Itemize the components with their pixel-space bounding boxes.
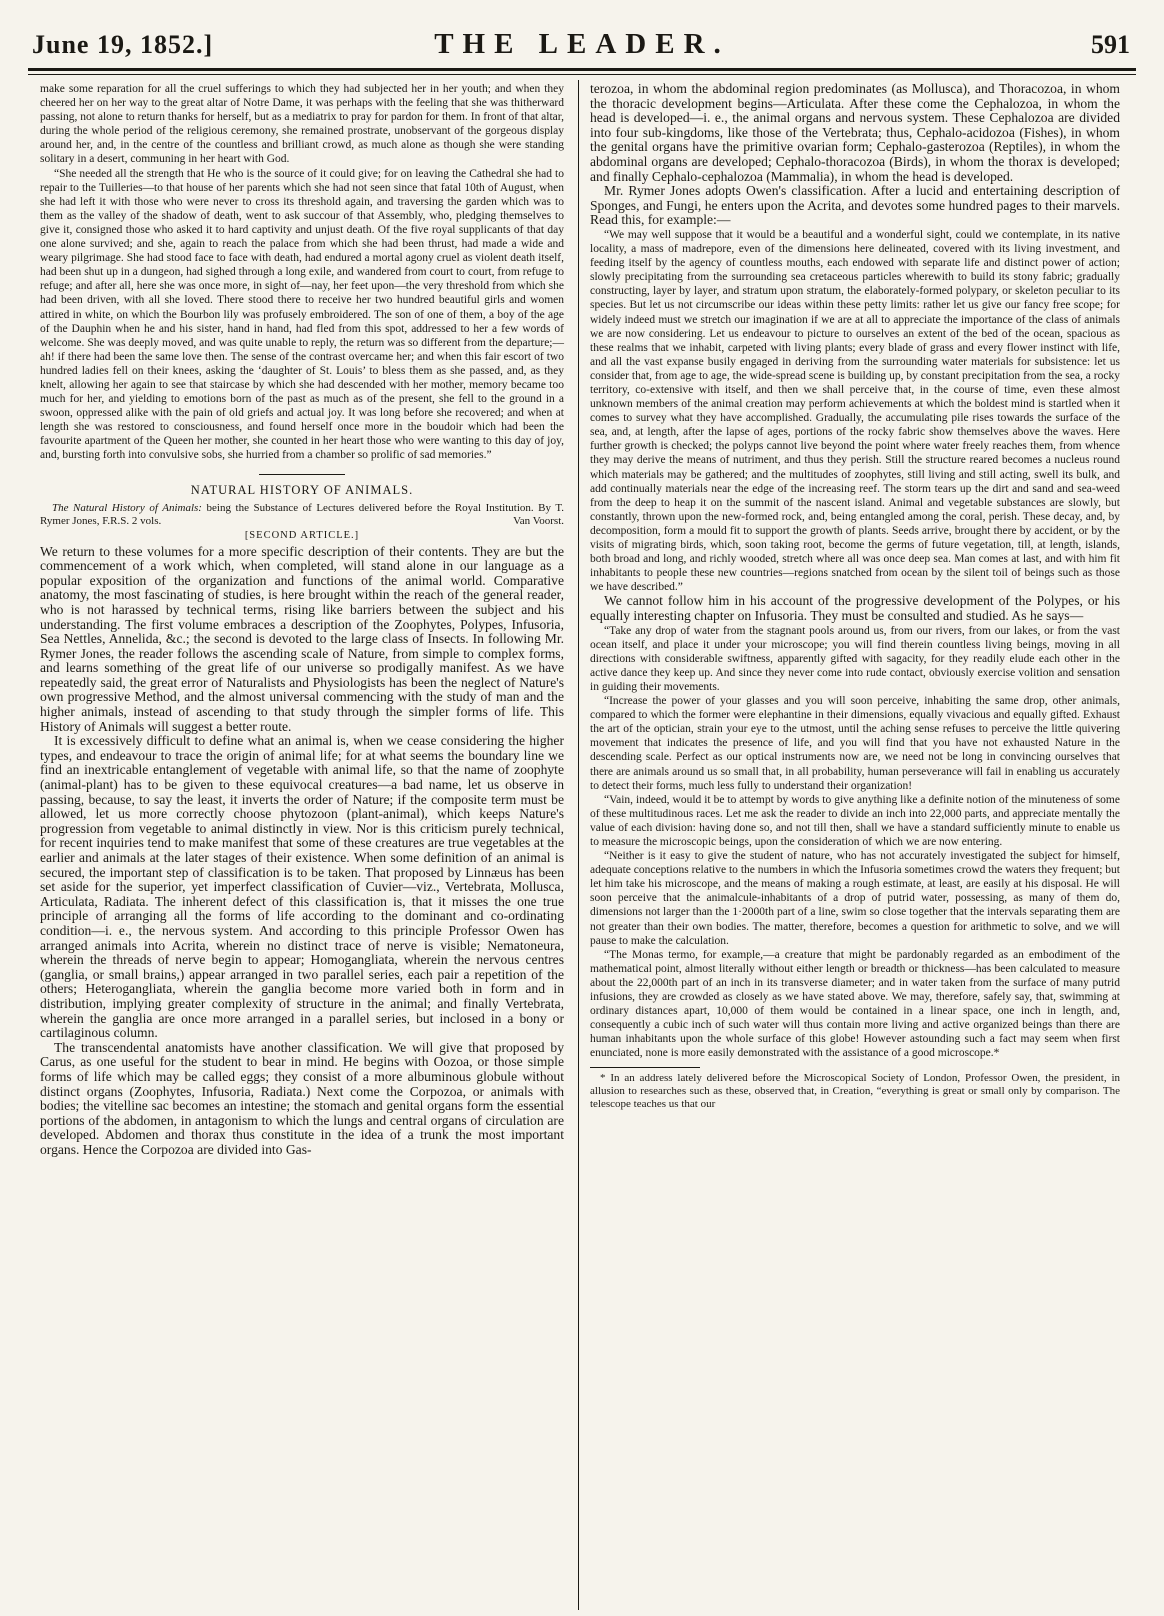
right-column	[590, 82, 1120, 1111]
review-citation	[40, 502, 564, 528]
paragraph-left-3: We return to these volumes for a more specific description of their contents. They are but the commencement of a work which, when completed, will stand alone in our language as a popular exposition of the organization and functions of the animal world. Comparative anatomy, the most fascinating of studies, is here brought within the reach of the general reader, who is not harassed by technical terms, rising like barriers between the subject and his understanding. The first volume embraces a description of the Zoophytes, Polypes, Infusoria, Sea Nettles, Annelida, &c.; the second is devoted to the large class of Insects. In following Mr. Rymer Jones, the reader follows the ascending scale of Nature, from simple to complex forms, and learns something of the great life of our universe so prodigally manifest. As we have repeatedly said, the great error of Naturalists and Physiologists has been the neglect of Nature's own progressive Method, and the almost universal commencing with the study of man and the higher animals, instead of ascending to that study through the simpler forms of life. This History of Animals will suggest a better route.	[40, 543, 564, 734]
paragraph-right-4: We cannot follow him in his account of the progressive development of the Polypes, or his equally interesting chapter on Infusoria. They must be consulted and studied. As he says—	[590, 593, 1120, 623]
quote-right-7: “Vain, indeed, would it be to attempt by words to give anything like a definite notion of the minuteness of some of these multitudinous races. Let me ask the reader to divide an inch into 22,000 parts, and appreciate mentally the value of each division: having done so, and not till then, shall we have a standard sufficiently minute to enable us to measure the microscopic beings, upon the consideration of which we are now entering.	[590, 793, 1120, 848]
paragraph-left-2: “She needed all the strength that He who is the source of it could give; for on leaving the Cathedral she had to repair to the Tuilleries—to that house of her parents which she had not seen since that fatal 10th of August, when she had left it with those who were never to cross its threshold again, and traversing the garden which was to them as the valley of the shadow of death, went to ask succour of that Assembly, who, pledging themselves to give it, consigned those who asked it to hard captivity and unjust death. Of the five royal supplicants of that day one alone survived; and she, again to reach the palace from which she had been thrust, had made a wide and weary pilgrimage. She had stood face to face with death, had endured a mortal agony cruel as violent death itself, had been shut up in a dungeon, had sighed through a long exile, and wandered from court to court, from refuge to refuge; and after all, here she was once more, in sight of—nay, her feet upon—the very threshold from which she had been driven, with all she loved. There stood there to receive her two hundred beautiful girls and women attired in white, on which the Bourbon lily was profusely embroidered. The son of one of them, a boy of the age of the Dauphin when he and his sister, hand in hand, had fled from this spot, addressed to her a few words of welcome. She was deeply moved, and was quite unable to reply, the return was so different from the departure;—ah! if there had been the same love then. The sense of the contrast overcame her; and when this fair escort of two hundred ladies fell on their knees, asking the ‘daughter of St. Louis’ to bless them as she passed, and, as they knelt, allowing her again to see that staircase by which she had descended with her mother, memory became too much for her, and yielding to emotions born of the past as much as of the present, she fell to the ground in a swoon, oppressed alike with the pain of old griefs and actual joy. It was long before she recovered; and when at length she was restored to consciousness, and found herself once more in the boudoir which had been the favourite apartment of the Queen her mother, she counted in her heart those who were wanting to this day of joy, and, bursting forth into convulsive sobs, she hurried from a chamber so prolific of sad memories.”	[40, 167, 564, 462]
masthead-rule	[28, 68, 1136, 71]
quote-right-9: “The Monas termo, for example,—a creature that might be pardonably regarded as an embodiment of the mathematical point, almost literally without either length or breadth or thickness—has been calculated to measure about the 22,000th part of an inch in its transverse diameter; and in water taken from the surface of many putrid infusions, they are crowded as closely as we have stated above. We may, therefore, safely say, that, swimming at ordinary distances apart, 10,000 of them would be contained in a linear space, one inch in length, and, consequently a cubic inch of such water will thus contain more living and active organized beings than there are human inhabitants upon the whole surface of this globe! However astounding such a fact may seem when first enunciated, none is more easily demonstrated with the assistance of a good microscope.*	[590, 948, 1120, 1060]
masthead	[28, 22, 1136, 64]
quote-right-3: “We may well suppose that it would be a beautiful and a wonderful sight, could we contemplate, in its native locality, a mass of madrepore, even of the dimensions here delineated, covered with its living investment, and feeding itself by the agency of countless mouths, each endowed with separate life and distinct power of action; slowly precipitating from the surrounding sea cretaceous particles wherewith to build its stony fabric; gradually constructing, layer by layer, and stratum upon stratum, the elaborately-formed polypary, or skeleton peculiar to its species. But let us not circumscribe our ideas within these petty limits: rather let us give our fancy free scope; for widely indeed must we stretch our imagination if we are at all to appreciate the importance of the class of animals we are now considering. Let us endeavour to picture to ourselves an extent of the bed of the ocean, spacious as these realms that we inhabit, carpeted with living plants; every blade of grass and every flower instinct with life, and all the vast expanse busily engaged in deriving from the surrounding water materials for subsistence: let us consider that, from age to age, the wide-spread scene is building up, by constant precipitation from the sea, a rocky territory, co-extensive with itself, and then we shall perceive that, in the course of time, even these almost unknown members of the animal creation may perform achievements at which the boldest mind is startled when it comes to survey what they have accomplished. Gradually, the accumulating pile rises towards the surface of the sea, and, at length, after the lapse of ages, portions of the rocky fabric show themselves above the waves. Here further growth is checked; the polyps cannot live beyond the point where water freely reaches them, from whence they may derive the means of nutriment, and thus they perish. Still the structure reared becomes a nucleus round which materials may be gathered; and the multitudes of zoophytes, still living and still acting, swell its bulk, and add continually materials near the edge of the increasing reef. The storm tears up the dirt and sand and sea-weed from the deep to heap it on the summit of the nascent island. Animal and vegetable substances are slowly, but constantly, thrown upon the new-formed rock, and, being entangled among the coral, perish. These decay, and, by decomposition, form a mould fit to support the growth of plants. Seeds arrive, brought there by accident, or by the visits of migrating birds, which, soon taking root, become the germs of future vegetation, till, at length, islands, both broad and long, and richly wooded, stretch where all was once deep sea. Man comes at last, and with him fit inhabitants to people these new countries—regions snatched from ocean by the silent toil of beings such as those we have described.”	[590, 228, 1120, 594]
quote-right-6: “Increase the power of your glasses and you will soon perceive, inhabiting the same drop, other animals, compared to which the former were elephantine in their dimensions, equally vivacious and equally gifted. Exhaust the art of the optician, strain your eye to the utmost, until the aching sense refuses to perceive the little quivering movement that indicates the presence of life, and you will find that you have not exhausted Nature in the descending scale. Perfect as our optical instruments now are, we need not be long in convincing ourselves that there are animals around us so small that, in all probability, human perseverance will fail in enabling us accurately to detect their forms, much less fully to understand their organization!	[590, 695, 1120, 792]
paragraph-right-1: terozoa, in whom the abdominal region predominates (as Mollusca), and Thoracozoa, in whom the thoracic development begins—Articulata. After these come the Cephalozoa, in whom the head is developed—i. e., the animal organs and nervous system. These Cephalozoa are divided into four sub-kingdoms, like those of the Vertebrata; thus, Cephalo-acidozoa (Fishes), in whom the genital organs have the primitive ovarian form; Cephalo-gasterozoa (Reptiles), in whom the abdominal organs are developed; Cephalo-thoracozoa (Birds), in whom the thorax is developed; and finally Cephalo-cephalozoa (Mammalia), in whom the head is developed.	[590, 81, 1120, 184]
page-number: 591	[1091, 30, 1130, 59]
paragraph-left-5: The transcendental anatomists have another classification. We will give that proposed by Carus, as one useful for the student to bear in mind. He begins with Oozoa, or those simple forms of life which may be called eggs; they consist of a more albuminous globule without distinct organs (Zoophytes, Infusoria, Radiata.) Next come the Corpozoa, or animals with bodies; the vitelline sac becomes an intestine; the stomach and genital organs form the essential portions of the abdomen, in antagonism to which the lungs and central organs of circulation are developed. Abdomen and thorax thus constitute in the idea of a trunk the most important organs. Hence the Corpozoa are divided into Gas-	[40, 1039, 564, 1157]
footnote-rule	[590, 1067, 700, 1068]
left-column	[40, 82, 564, 1157]
review-publisher: Van Voorst.	[513, 514, 564, 527]
paragraph-right-2: Mr. Rymer Jones adopts Owen's classification. After a lucid and entertaining description of Sponges, and Fungi, he enters upon the Acrita, and devotes some hundred pages to their marvels. Read this, for example:—	[590, 183, 1120, 228]
paragraph-left-1: make some reparation for all the cruel sufferings to which they had subjected her in her youth; and when they cheered her on her way to the great altar of Notre Dame, it was perhaps with the feeling that she was thitherward passing, not alone to return thanks for herself, but as a mediatrix to pray for pardon for them. In front of that altar, during the whole period of the religious ceremony, she remained prostrate, unobservant of the gorgeous display around her, and, in the centre of the countless and brilliant crowd, as much alone as though she were standing solitary in a desert, communing in her heart with God.	[40, 83, 564, 166]
paragraph-left-4: It is excessively difficult to define what an animal is, when we cease considering the higher types, and endeavour to trace the origin of animal life; for at what seems the boundary line we find an inextricable entanglement of vegetable with animal life, so that the name of zoophyte (animal-plant) has to be given to these equivocal creatures—a bad name, let us observe in passing, because, to say the least, it inverts the order of Nature; if the composite term must be allowed, let us more correctly choose phytozoon (plant-animal), which keeps Nature's progression from vegetable to animal distinctly in view. Nor is this criticism purely technical, for recent inquiries tend to make manifest that some of these creatures are true vegetables at the earlier and animals at the later stages of their existence. When some definition of an animal is secured, the important step of classification is to be taken. That proposed by Linnæus has been set aside for the superior, yet imperfect classification of Cuvier—viz., Vertebrata, Mollusca, Articulata, Radiata. The inherent defect of this classification is, that it misses the one true principle of arranging all the forms of life according to the dominant and co-ordinating condition—i. e., the nervous system. And according to this principle Professor Owen has arranged animals into Acrita, wherein no distinct trace of nerve is visible; Nematoneura, wherein the threads of nerve begin to appear; Homogangliata, wherein the nervous centres (ganglia, or small brains,) appear arranged in two parallel series, each pair a repetition of the others; Heterogangliata, wherein the ganglia become more varied both in form and in distribution, implying greater complexity of structure in the animal; and finally Vertebrata, wherein the ganglia are once more arranged in a parallel series, but inclosed in a bony or cartilaginous column.	[40, 733, 564, 1041]
quote-right-5: “Take any drop of water from the stagnant pools around us, from our rivers, from our lakes, or from the vast ocean itself, and place it under your microscope; you will find therein countless living beings, moving in all directions with considerable swiftness, apparently gifted with sagacity, for they readily elude each other in the active dance they keep up. And since they never come into rude contact, obviously exercise volition and sensation in guiding their movements.	[590, 624, 1120, 693]
article-separator	[259, 474, 345, 475]
masthead-rule-thin	[28, 74, 1136, 75]
column-divider	[578, 80, 579, 1610]
review-title: The Natural History of Animals:	[52, 501, 202, 514]
article-heading: NATURAL HISTORY OF ANIMALS.	[190, 482, 414, 497]
review-details: being the Substance of Lectures delivered before the Royal Institution. By T. Rymer Jones, F.R.S. 2 vols.	[40, 501, 564, 527]
newspaper-title: THE LEADER.	[434, 28, 730, 60]
issue-date: June 19, 1852.]	[32, 30, 214, 59]
quote-right-8: “Neither is it easy to give the student of nature, who has not accurately investigated the subject for himself, adequate conceptions relative to the numbers in which the Infusoria sometimes crowd the waters they frequent; but let him take his microscope, and the means of making a rough estimate, at least, are easily at his disposal. He will soon perceive that the animalcule-inhabitants of a drop of putrid water, possessing, as many of them do, dimensions not larger than the 1·2000th part of a line, swim so close together that the intervals separating them are not greater than their own bodies. The matter, therefore, becomes a question for arithmetic to solve, and we will pause to make the calculation.	[590, 850, 1120, 947]
article-subheading: [SECOND ARTICLE.]	[244, 529, 360, 541]
footnote: * In an address lately delivered before the Microscopical Society of London, Professor Owen, the president, in allusion to researches such as these, observed that, in Creation, “everything is great or small only by comparison. The telescope teaches us that our	[590, 1072, 1120, 1111]
